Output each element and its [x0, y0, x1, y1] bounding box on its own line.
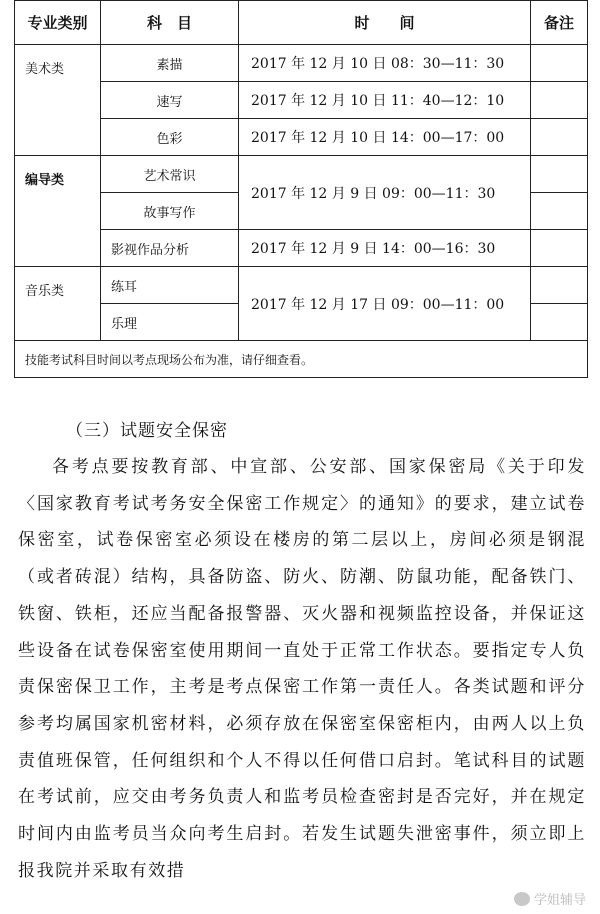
note-cell	[531, 82, 588, 119]
subject-cell: 艺术常识	[101, 156, 239, 193]
header-time: 时 间	[239, 1, 531, 45]
time-cell: 2017 年 12 月 9 日 14：00—16：30	[239, 230, 531, 267]
exam-schedule-table	[14, 0, 588, 378]
note-cell	[531, 230, 588, 267]
watermark	[514, 889, 586, 908]
watermark-text: 学姐辅导	[533, 893, 586, 908]
note-cell	[531, 193, 588, 230]
time-cell: 2017 年 12 月 10 日 14：00—17：00	[239, 119, 531, 156]
time-cell: 2017 年 12 月 9 日 09：00—11：30	[239, 156, 531, 230]
note-cell	[531, 304, 588, 341]
section-heading: （三）试题安全保密	[66, 421, 228, 441]
header-category: 专业类别	[15, 1, 101, 45]
subject-cell: 影视作品分析	[101, 230, 239, 267]
note-cell	[531, 156, 588, 193]
category-music: 音乐类	[15, 267, 101, 341]
wechat-icon	[514, 892, 530, 906]
subject-cell: 速写	[101, 82, 239, 119]
note-cell	[531, 267, 588, 304]
subject-cell: 乐理	[101, 304, 239, 341]
time-cell: 2017 年 12 月 17 日 09：00—11：00	[239, 267, 531, 341]
time-cell: 2017 年 12 月 10 日 11：40—12：10	[239, 82, 531, 119]
body-paragraph: 各考点要按教育部、中宣部、公安部、国家保密局《关于印发〈国家教育考试考务安全保密工作规定〉的通知》的要求，建立试卷保密室，试卷保密室必须设在楼房的第二层以上，房间必须是钢混（或者砖混）结构，具备防盗、防火、防潮、防鼠功能，配备铁门、铁窗、铁柜，还应当配备报警器、灭火器和视频监控设备，并保证这些设备在试卷保密室使用期间一直处于正常工作状态。要指定专人负责保密保卫工作，主考是考点保密工作第一责任人。各类试题和评分参考均属国家机密材料，必须存放在保密室保密柜内，由两人以上负责值班保管，任何组织和个人不得以任何借口启封。笔试科目的试题在考试前，应交由考务负责人和监考员检查密封是否完好，并在规定时间内由监考员当众向考生启封。若发生试题失泄密事件，须立即上报我院并采取有效措	[18, 457, 586, 881]
note-cell	[531, 45, 588, 82]
header-subject: 科 目	[101, 1, 239, 45]
category-art: 美术类	[15, 45, 101, 156]
header-note: 备注	[531, 1, 588, 45]
category-directing: 编导类	[15, 156, 101, 267]
subject-cell: 故事写作	[101, 193, 239, 230]
subject-cell: 练耳	[101, 267, 239, 304]
time-cell: 2017 年 12 月 10 日 08：30—11：30	[239, 45, 531, 82]
subject-cell: 素描	[101, 45, 239, 82]
table-footnote: 技能考试科目时间以考点现场公布为准，请仔细查看。	[15, 341, 588, 378]
note-cell	[531, 119, 588, 156]
subject-cell: 色彩	[101, 119, 239, 156]
